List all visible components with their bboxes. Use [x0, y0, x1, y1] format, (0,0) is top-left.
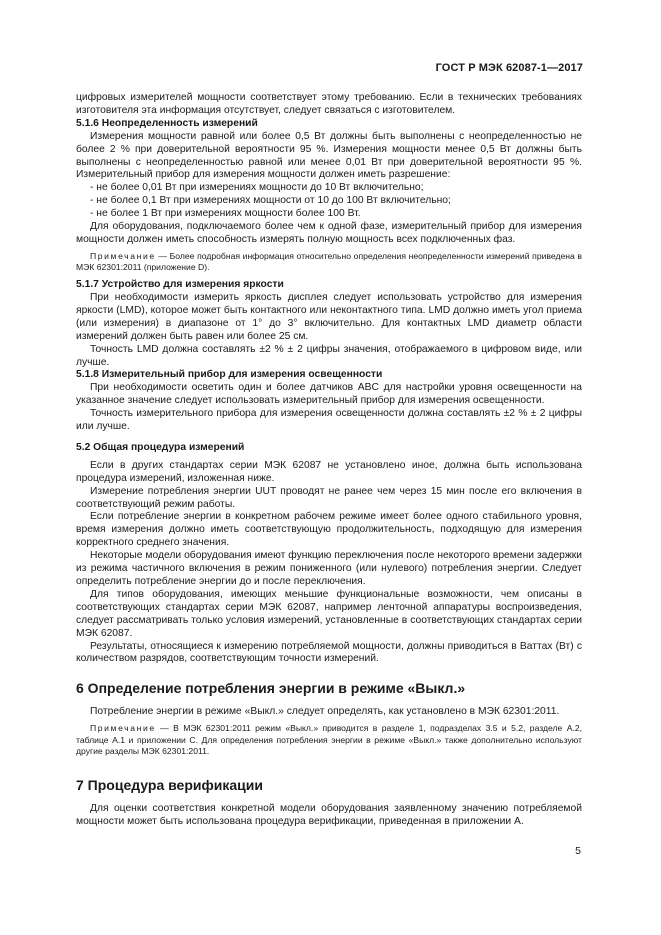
note [76, 251, 582, 274]
paragraph: При необходимости измерить яркость дисплея следует использовать устройство для измерения яркости (LMD), которое может быть контактного или неконтактного типа. LMD должно иметь угол приема (или измерения) в диапазоне от 1° до 3° включительно. Для контактных LMD диаметр области измерений должен быть равен или более 25 см. [76, 291, 582, 342]
page-content [76, 92, 582, 829]
paragraph: Для оценки соответствия конкретной модели оборудования заявленному значению потребляемой мощности может быть использована процедура верификации, приведенная в приложении A. [76, 803, 582, 827]
subsection-heading-5-1-8: 5.1.8 Измерительный прибор для измерения освещенности [76, 369, 383, 381]
page-number: 5 [575, 845, 581, 857]
paragraph: Некоторые модели оборудования имеют функцию переключения после некоторого времени задержки из режима частичного включения в режим пониженного (или нулевого) потребления энергии. Следует определить потребление энергии до и после переключения. [76, 550, 582, 587]
paragraph: Для типов оборудования, имеющих меньшие функциональные возможности, чем описаны в соответствующих стандартах серии МЭК 62087, например ленточной аппаратуры воспроизведения, следует рассматривать только условия измерений, установленные в соответствующих стандартах серии МЭК 62087. [76, 588, 582, 639]
paragraph: Результаты, относящиеся к измерению потребляемой мощности, должны приводиться в Ваттах (Вт) с количеством разрядов, соответствующим точности измерений. [76, 640, 582, 665]
document-header: ГОСТ Р МЭК 62087-1—2017 [435, 62, 583, 74]
section-heading-7: 7 Процедура верификации [76, 777, 263, 794]
section-heading-6: 6 Определение потребления энергии в режиме «Выкл.» [76, 680, 466, 697]
list-item: - не более 0,1 Вт при измерениях мощности от 10 до 100 Вт включительно; [90, 195, 451, 207]
note-lead: Примечание [90, 723, 156, 734]
paragraph: цифровых измерителей мощности соответствует этому требованию. Если в технических требованиях изготовителя эта информация отсутствует, следует связаться с изготовителем. [76, 92, 582, 116]
paragraph: Точность LMD должна составлять ±2 % ± 2 цифры значения, отображаемого в цифровом виде, или лучше. [76, 343, 582, 368]
subsection-heading-5-1-7: 5.1.7 Устройство для измерения яркости [76, 279, 284, 291]
section-heading-5-2: 5.2 Общая процедура измерений [76, 441, 245, 453]
list-item: - не более 1 Вт при измерениях мощности более 100 Вт. [90, 208, 361, 220]
paragraph: Если в других стандартах серии МЭК 62087 не установлено иное, должна быть использована процедура измерений, изложенная ниже. [76, 459, 582, 484]
note [76, 723, 582, 758]
note-text: — Более подробная информация относительно определения неопределенности измерений приведена в МЭК 62301:2011 (приложение D). [76, 250, 582, 273]
paragraph: Для оборудования, подключаемого более чем к одной фазе, измерительный прибор для измерения мощности должен иметь способность измерять полную мощность всех подключенных фаз. [76, 221, 582, 245]
list-item: - не более 0,01 Вт при измерениях мощности до 10 Вт включительно; [90, 182, 424, 194]
paragraph: Потребление энергии в режиме «Выкл.» следует определять, как установлено в МЭК 62301:2011. [90, 706, 560, 718]
paragraph: Измерения мощности равной или более 0,5 Вт должны быть выполнены с неопределенностью не более 2 % при доверительной вероятности 95 %. Измерения мощности менее 0,5 Вт должны быть выполнены с неопределенностью равной или менее 0,01 Вт при доверительной вероятности 95 %. Измерительный прибор для измерения мощности должен иметь разрешение: [76, 130, 582, 181]
paragraph: Если потребление энергии в конкретном рабочем режиме имеет более одного стабильного уровня, время измерения должно иметь соответствующую продолжительность, подходящую для измерения корректного среднего значения. [76, 511, 582, 549]
paragraph: Измерение потребления энергии UUT проводят не ранее чем через 15 мин после его включения в соответствующий режим работы. [76, 485, 582, 510]
note-lead: Примечание [90, 250, 156, 261]
note-text: — В МЭК 62301:2011 режим «Выкл.» приводится в разделе 1, подразделах 3.5 и 5.2, разделе A.2, таблице A.1 и приложении C. Для определения потребления энергии в режиме «Выкл.» также дополнительно используют другие разделы МЭК 62301:2011. [76, 723, 582, 757]
paragraph: Точность измерительного прибора для измерения освещенности должна составлять ±2 % ± 2 цифры или лучше. [76, 408, 582, 433]
subsection-heading-5-1-6: 5.1.6 Неопределенность измерений [76, 117, 258, 129]
paragraph: При необходимости осветить один и более датчиков ABC для настройки уровня освещенности на указанное значение следует использовать измерительный прибор для измерения освещенности. [76, 382, 582, 407]
